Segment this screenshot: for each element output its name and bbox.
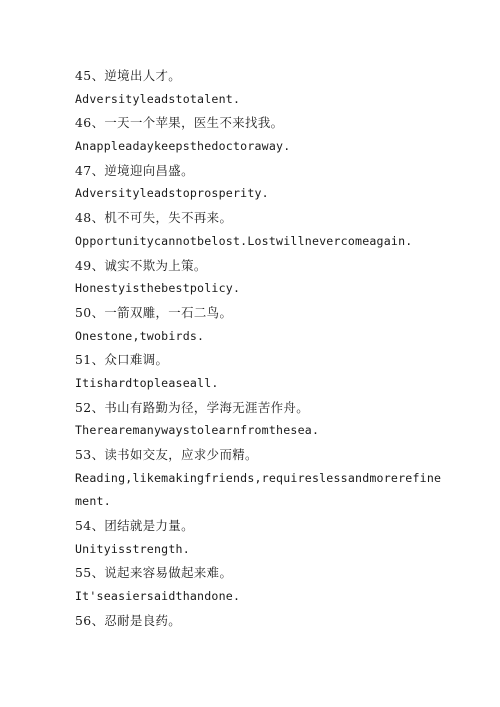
proverb-56-chinese: 56、忍耐是良药。 <box>75 612 182 628</box>
proverb-51-chinese: 51、众口难调。 <box>75 352 169 368</box>
proverb-50-english: Onestone,twobirds. <box>75 328 205 343</box>
proverb-50-chinese: 50、一箭双雕，一石二鸟。 <box>75 304 233 320</box>
proverb-53-english-continued: ment. <box>75 494 111 509</box>
proverb-55-english: It'seasiersaidthandone. <box>75 589 241 604</box>
proverb-49-chinese: 49、诚实不欺为上策。 <box>75 257 207 273</box>
proverb-53-english: Reading,likemakingfriends,requireslessandmorerefine <box>75 470 442 485</box>
proverb-54-english: Unityisstrength. <box>75 541 190 556</box>
proverb-47-english: Adversityleadstoprosperity. <box>75 186 269 201</box>
proverb-49-english: Honestyisthebestpolicy. <box>75 281 241 296</box>
proverb-54-chinese: 54、团结就是力量。 <box>75 518 194 534</box>
proverb-53-chinese: 53、读书如交友，应求少而精。 <box>75 447 258 462</box>
proverb-48-chinese: 48、机不可失，失不再来。 <box>75 210 233 226</box>
proverb-46-chinese: 46、一天一个苹果，医生不来找我。 <box>75 115 284 131</box>
proverb-52-english: Therearemanywaystolearnfromthesea. <box>75 423 320 438</box>
proverb-list <box>75 64 475 633</box>
proverb-45-chinese: 45、逆境出人才。 <box>75 68 182 83</box>
proverb-47-chinese: 47、逆境迎向昌盛。 <box>75 162 194 178</box>
proverb-52-chinese: 52、书山有路勤为径，学海无涯苦作舟。 <box>75 399 310 415</box>
proverb-48-english: Opportunitycannotbelost.Lostwillnevercomeagain. <box>75 233 413 248</box>
proverb-55-chinese: 55、说起来容易做起来难。 <box>75 565 233 581</box>
proverb-51-english: Itishardtopleaseall. <box>75 375 219 390</box>
proverb-45-english: Adversityleadstotalent. <box>75 91 241 106</box>
proverb-46-english: Anappleadaykeepsthedoctoraway. <box>75 139 291 154</box>
